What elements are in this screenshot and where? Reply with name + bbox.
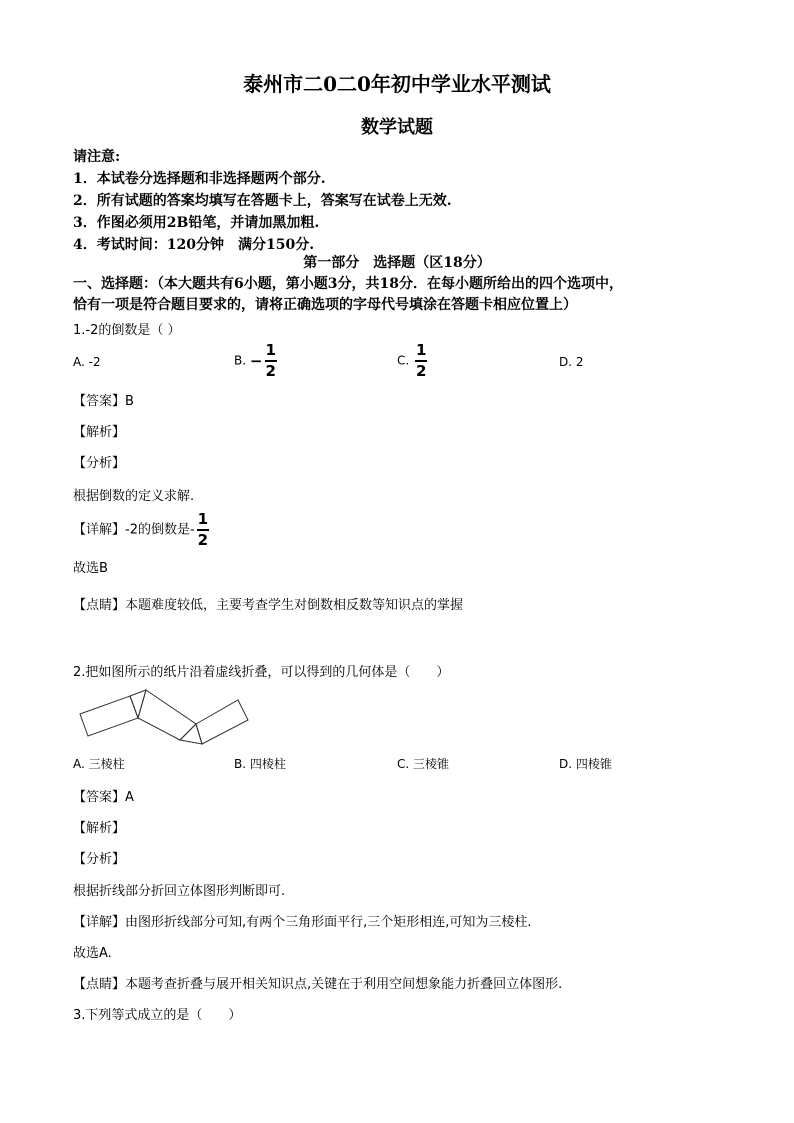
detail-text: -2的倒数是- xyxy=(125,522,195,538)
section-instructions: 恰有一项是符合题目要求的，请将正确选项的字母代号填涂在答题卡相应位置上） xyxy=(73,297,577,313)
option-d: D. 四棱锥 xyxy=(559,757,612,771)
net-triangle xyxy=(130,690,146,718)
section-heading: 第一部分 选择题（区18分） xyxy=(303,255,491,271)
fraction-numerator: 1 xyxy=(416,341,427,359)
section-instructions: 一、选择题：（本大题共有6小题，第小题3分，共18分．在每小题所给出的四个选项中， xyxy=(73,276,623,292)
option-b: B. 四棱柱 xyxy=(234,757,286,771)
option-a: A. -2 xyxy=(73,355,101,369)
answer-line xyxy=(73,786,134,805)
analysis-label: 【解析】 xyxy=(73,425,126,440)
comment-text: 本题难度较低，主要考查学生对倒数相反数等知识点的掌握 xyxy=(125,598,464,613)
option-label: C. xyxy=(397,353,410,368)
fraction-numerator: 1 xyxy=(265,341,276,359)
net-rectangle xyxy=(80,696,138,736)
fraction-denominator: 2 xyxy=(265,362,276,380)
fraction-denominator: 2 xyxy=(197,531,209,549)
comment-line xyxy=(73,594,463,613)
option-d: D. 2 xyxy=(559,355,584,369)
option-c: C. 三棱锥 xyxy=(397,757,450,771)
notice-heading: 请注意: xyxy=(73,149,121,165)
option-b xyxy=(234,343,277,379)
conclusion: 故选A. xyxy=(73,946,112,961)
option-label: B. xyxy=(234,353,247,368)
comment-text: 本题考查折叠与展开相关知识点,关键在于利用空间想象能力折叠回立体图形. xyxy=(125,977,563,992)
notice-item: 2．所有试题的答案均填写在答题卡上，答案写在试卷上无效. xyxy=(73,193,452,209)
fenxi-label: 【分析】 xyxy=(73,456,126,471)
analysis-label: 【解析】 xyxy=(73,821,126,836)
fraction xyxy=(415,343,427,379)
comment-line xyxy=(73,973,562,992)
fenxi-text: 根据倒数的定义求解. xyxy=(73,489,195,504)
notice-item: 4．考试时间：120分钟 满分150分. xyxy=(73,237,315,253)
fenxi-label: 【分析】 xyxy=(73,852,126,867)
notice-item: 1．本试卷分选择题和非选择题两个部分. xyxy=(73,171,326,187)
fraction xyxy=(264,343,276,379)
question-stem: 2.把如图所示的纸片沿着虚线折叠，可以得到的几何体是（ ） xyxy=(73,665,450,680)
answer-label: 【答案】 xyxy=(73,790,126,805)
fenxi-text: 根据折线部分折回立体图形判断即可. xyxy=(73,884,286,899)
detail-line xyxy=(73,911,532,930)
detail-label: 【详解】 xyxy=(73,915,126,930)
page-title: 泰州市二0二0年初中学业水平测试 xyxy=(243,72,551,96)
notice-item: 3．作图必须用2B铅笔，并请加黑加粗. xyxy=(73,215,320,231)
detail-label: 【详解】 xyxy=(73,522,126,538)
question-stem: 1.-2的倒数是（ ） xyxy=(73,323,181,338)
option-c xyxy=(397,343,427,379)
fraction-denominator: 2 xyxy=(416,362,427,380)
comment-label: 【点睛】 xyxy=(73,977,126,992)
detail-line xyxy=(73,512,209,548)
answer-value: B xyxy=(125,394,134,409)
question-stem: 3.下列等式成立的是（ ） xyxy=(73,1008,242,1023)
comment-label: 【点睛】 xyxy=(73,598,126,613)
folding-net-figure xyxy=(78,688,250,748)
answer-label: 【答案】 xyxy=(73,394,126,409)
fraction xyxy=(197,512,209,548)
page-subtitle: 数学试题 xyxy=(361,117,433,138)
answer-value: A xyxy=(125,790,134,805)
fraction-numerator: 1 xyxy=(197,510,209,528)
answer-line xyxy=(73,390,134,409)
option-a: A. 三棱柱 xyxy=(73,757,125,771)
conclusion: 故选B xyxy=(73,561,108,576)
minus-sign: − xyxy=(249,352,263,370)
net-rectangle xyxy=(196,700,248,744)
detail-text: 由图形折线部分可知,有两个三角形面平行,三个矩形相连,可知为三棱柱. xyxy=(125,915,532,930)
